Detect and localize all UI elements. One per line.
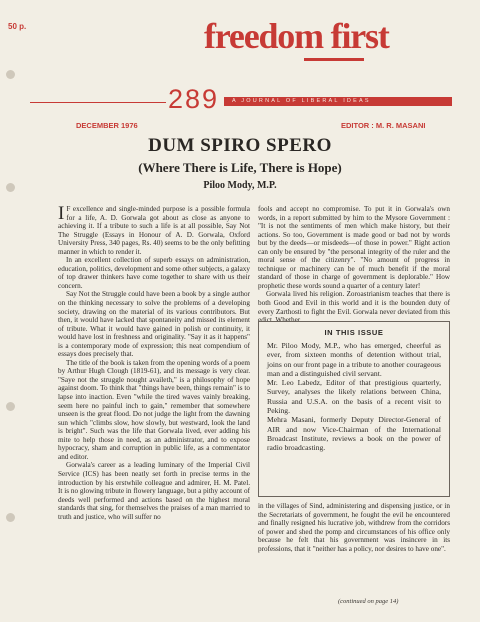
in-this-issue-item: Mehra Masani, formerly Deputy Director-General of AIR and now Vice-Chairman of the International Broadcast Institute, reviews a book on the power of radio broadcasting. (267, 415, 441, 453)
article-paragraph: in the villages of Sind, administering and dispensing justice, or in the Secretariats of government, he fought the evil he encountered and finally resigned his lucrative job, withdrew from the corridors of power and shed the pomp and circumstances of his office only because he felt that his government was insincere in its professions, that it "neither has a policy, nor desires to have one". (258, 502, 450, 553)
punch-hole (6, 402, 15, 411)
article-byline: Piloo Mody, M.P. (203, 180, 277, 191)
continued-note[interactable]: (continued on page 14) (338, 598, 399, 605)
masthead (204, 16, 389, 70)
in-this-issue-item: Mr. Leo Labedz, Editor of that prestigious quarterly, Survey, analyses the likely relations between China, Russia and U.S.A. on the basis of a recent visit to Peking. (267, 378, 441, 416)
punch-holes (6, 0, 18, 622)
price-label: 50 p. (8, 22, 27, 31)
in-this-issue-box (258, 321, 450, 497)
article-column-right-bottom (258, 502, 450, 596)
issue-date: DECEMBER 1976 (76, 121, 138, 130)
article-paragraph: In an excellent collection of superb essays on administration, education, politics, development and some other subjects, a galaxy of top drawer thinkers have come together to share with us their concern. (58, 256, 250, 290)
article-column-left (58, 205, 250, 600)
masthead-underline (304, 58, 364, 61)
article-column-right (258, 205, 450, 325)
tagline-bar (224, 97, 452, 106)
punch-hole (6, 513, 15, 522)
header-rule (30, 102, 166, 103)
masthead-title: freedom first (204, 16, 389, 56)
drop-cap: I (58, 203, 65, 224)
article-paragraph: fools and accept no compromise. To put it in Gorwala's own words, in a report submitted by him to the Mysore Government : "It is not the sentiments of men which make history, but their actions. So too, Government is made good or bad not by words but by the deeds—or misdeeds—of those in power." Right action can only be ensured by "the personal integrity of the ruler and the moral sense of the citizenry". "No amount of progress in technique or machinery can be of much benefit if the moral standard of those in charge of government is deplorable." How prophetic these words sound a quarter of a century later! (258, 205, 450, 290)
article-paragraph: Gorwala lived his religion. Zoroastrianism teaches that there is both Good and Evil in this world and it is the bounden duty of every Zarthosti to fight the Evil. Gorwala never deviated from this edict. Whether (258, 290, 450, 325)
article-subhead: (Where There is Life, There is Hope) (138, 160, 342, 175)
in-this-issue-title: IN THIS ISSUE (324, 328, 384, 337)
article-paragraph: Say Not the Struggle could have been a book by a single author on the thinking necessary to solve the problems of a developing society, drawing on the material of its various contributors. But then, it would have lacked that spontaneity and missed its element of tribute. What it would have gained in polish or continuity, it would have lost in freshness and originality. "Say it as it happens" is a contemporary mode of expression; this neat compendium of essays does precisely that. (58, 290, 250, 359)
article-paragraph: I F excellence and single-minded purpose is a possible formula for a life, A. D. Gorwala got about as close as anyone to achieving it. If a tribute to such a life is at all possible, Say Not The Struggle (Essays in Honour of A. D. Gorwala, Oxford University Press, 340 pages, Rs. 40) seems to be the only befitting manner in which to render it. (58, 203, 250, 256)
article-paragraph: Gorwala's career as a leading luminary of the Imperial Civil Service (ICS) has been neatly set forth in precise terms in the introduction by his erstwhile colleague and admirer, H. M. Patel. It is no glowing tribute in flowery language, but a pithy account of deeds well performed and actions based on the highest moral standards that sing, for themselves the praises of a man married to truth and justice, who will suffer no (58, 461, 250, 521)
tagline-text: A JOURNAL OF LIBERAL IDEAS (232, 98, 371, 104)
punch-hole (6, 70, 15, 79)
editor-credit: EDITOR : M. R. MASANI (341, 121, 426, 130)
article-headline: DUM SPIRO SPERO (148, 135, 332, 156)
article-paragraph: The title of the book is taken from the opening words of a poem by Arthur Hugh Clough (1819-61), and its message is very clear. "Saye not the struggle nought availeth," is a philosophy of hope against doom. To think that "things have been, things remain" is to lapse into inaction. Even "while the tired waves vainly breaking, seem here no painful inch to gain," remember that somewhere unseen is the great flood. Do not judge the light from the dawning sun which "climbs slow, how slowly, but westward, look the land is bright". Such was the life that Gorwala lived, ever adding his mite to help those in need, as an administrator, and to expose hypocracy, sham and corruption in public life, as a commentator and editor. (58, 358, 250, 461)
in-this-issue-item: Mr. Piloo Mody, M.P., who has emerged, cheerful as ever, from sixteen months of detention without trial, joins on our front page in a tribute to another courageous man and a distinguished civil servant. (267, 341, 441, 378)
issue-number: 289 (168, 84, 220, 114)
